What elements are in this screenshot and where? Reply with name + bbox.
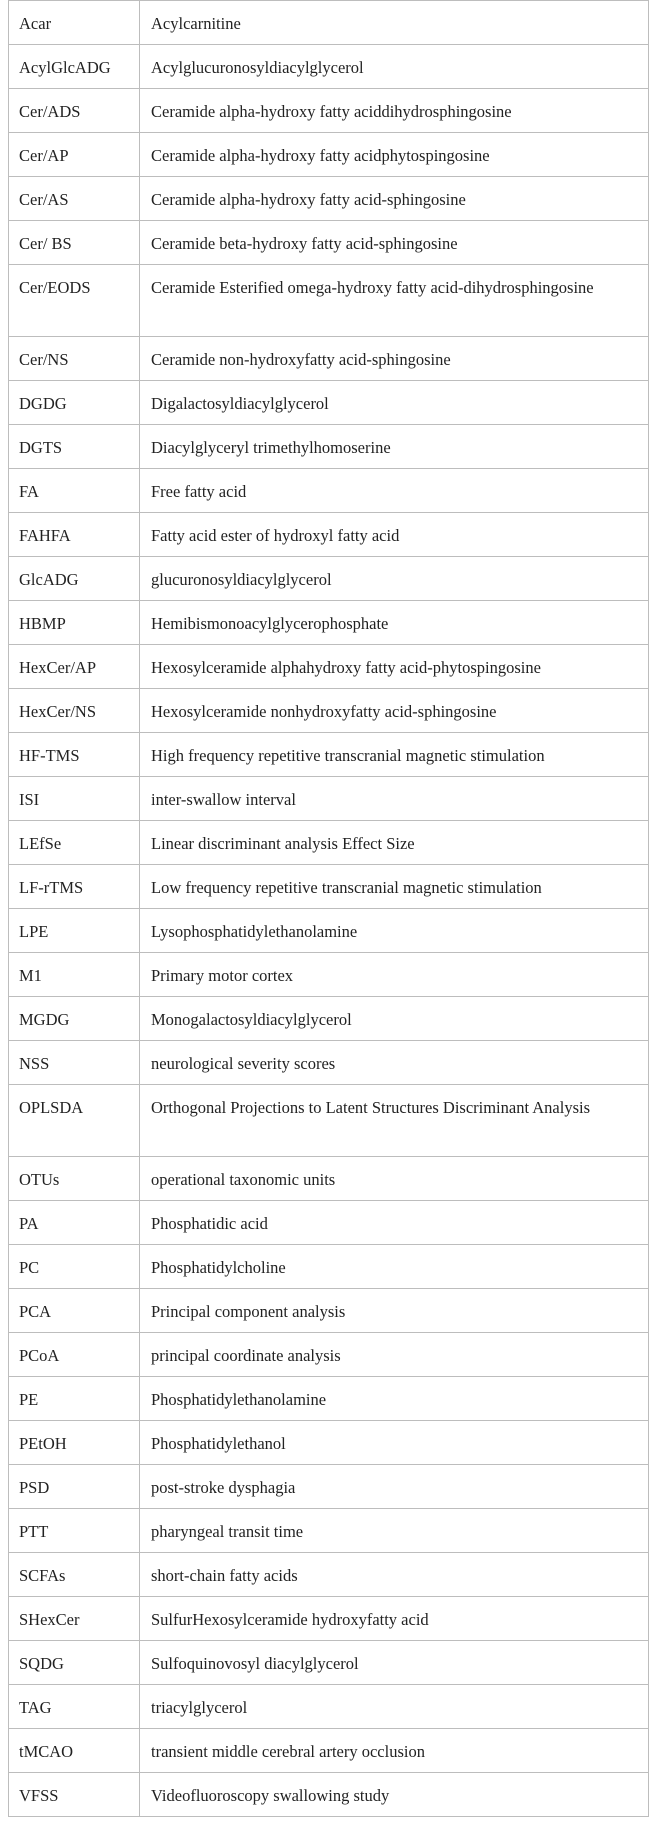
definition-cell [140,1641,649,1685]
definition-text: Digalactosyldiacylglycerol [151,394,329,413]
abbreviation-cell [9,557,140,601]
abbreviation-text: DGDG [19,394,67,413]
abbreviation-cell [9,177,140,221]
definition-text: Primary motor cortex [151,966,294,985]
abbreviation-text: Acar [19,14,52,33]
abbreviation-cell [9,1553,140,1597]
definition-cell [140,1,649,45]
abbreviation-cell [9,1377,140,1421]
abbreviation-text: PSD [19,1478,50,1497]
definition-cell [140,909,649,953]
abbreviation-cell [9,425,140,469]
definition-text: principal coordinate analysis [151,1346,341,1365]
table-row [9,1641,649,1685]
table-row [9,953,649,997]
definition-text: Ceramide non-hydroxyfatty acid-sphingosine [151,350,451,369]
abbreviation-cell [9,733,140,777]
abbreviation-text: Cer/AS [19,190,69,209]
abbreviation-cell [9,865,140,909]
definition-cell [140,1421,649,1465]
table-row [9,425,649,469]
abbreviation-cell [9,1157,140,1201]
abbreviation-cell [9,909,140,953]
abbreviation-cell [9,1685,140,1729]
definition-cell [140,425,649,469]
abbreviation-cell [9,133,140,177]
abbreviation-cell [9,1773,140,1817]
definition-cell [140,1245,649,1289]
definition-text: Phosphatidic acid [151,1214,268,1233]
definition-cell [140,821,649,865]
definition-text: Ceramide beta-hydroxy fatty acid-sphingosine [151,234,458,253]
definition-cell [140,997,649,1041]
definition-text: Principal component analysis [151,1302,346,1321]
definition-text: Linear discriminant analysis Effect Size [151,834,415,853]
abbreviation-text: Cer/EODS [19,278,91,297]
abbreviation-text: FA [19,482,39,501]
definition-cell [140,733,649,777]
definition-text: Free fatty acid [151,482,247,501]
definition-cell [140,601,649,645]
definition-text: Orthogonal Projections to Latent Structures Discriminant Analysis [151,1098,591,1117]
abbreviation-cell [9,1729,140,1773]
definition-text: Ceramide alpha-hydroxy fatty acid-sphingosine [151,190,466,209]
abbreviation-cell [9,1085,140,1157]
table-row [9,1,649,45]
table-row [9,1465,649,1509]
table-row [9,1553,649,1597]
abbreviation-text: NSS [19,1054,50,1073]
definition-text: Phosphatidylethanolamine [151,1390,327,1409]
abbreviation-text: HexCer/AP [19,658,96,677]
abbreviation-text: tMCAO [19,1742,74,1761]
definition-cell [140,381,649,425]
table-row [9,777,649,821]
definition-text: SulfurHexosylceramide hydroxyfatty acid [151,1610,429,1629]
abbreviation-cell [9,1421,140,1465]
table-row [9,1597,649,1641]
definition-cell [140,557,649,601]
abbreviation-text: FAHFA [19,526,71,545]
definition-cell [140,1773,649,1817]
definition-text: inter-swallow interval [151,790,296,809]
abbreviation-text: Cer/ADS [19,102,81,121]
table-row [9,1773,649,1817]
definition-text: neurological severity scores [151,1054,336,1073]
table-row [9,733,649,777]
abbreviation-cell [9,1641,140,1685]
definition-cell [140,645,649,689]
table-row [9,469,649,513]
abbreviations-table-body [9,1,649,1817]
table-row [9,1377,649,1421]
table-row [9,1685,649,1729]
definition-cell [140,1465,649,1509]
definition-text: Phosphatidylcholine [151,1258,286,1277]
abbreviation-cell [9,821,140,865]
abbreviation-cell [9,1465,140,1509]
table-row [9,1289,649,1333]
definition-text: Ceramide Esterified omega-hydroxy fatty acid-dihydrosphingosine [151,278,594,297]
abbreviation-cell [9,513,140,557]
definition-cell [140,177,649,221]
abbreviation-cell [9,1333,140,1377]
definition-text: Monogalactosyldiacylglycerol [151,1010,352,1029]
abbreviation-cell [9,1245,140,1289]
definition-text: Acylcarnitine [151,14,241,33]
definition-text: short-chain fatty acids [151,1566,298,1585]
abbreviation-cell [9,1597,140,1641]
table-row [9,221,649,265]
abbreviation-cell [9,469,140,513]
definition-cell [140,689,649,733]
definition-cell [140,953,649,997]
definition-text: Hemibismonoacylglycerophosphate [151,614,389,633]
abbreviation-text: HF-TMS [19,746,80,765]
table-row [9,821,649,865]
abbreviation-cell [9,337,140,381]
abbreviation-text: PTT [19,1522,49,1541]
definition-cell [140,777,649,821]
definition-text: operational taxonomic units [151,1170,336,1189]
definition-text: transient middle cerebral artery occlusion [151,1742,425,1761]
table-row [9,601,649,645]
table-row [9,689,649,733]
definition-text: Phosphatidylethanol [151,1434,286,1453]
definition-cell [140,1729,649,1773]
abbreviation-cell [9,1201,140,1245]
abbreviation-text: HBMP [19,614,66,633]
definition-text: High frequency repetitive transcranial magnetic stimulation [151,746,545,765]
abbreviation-text: PC [19,1258,40,1277]
table-row [9,1085,649,1157]
definition-text: Sulfoquinovosyl diacylglycerol [151,1654,359,1673]
table-row [9,177,649,221]
table-row [9,645,649,689]
abbreviation-text: LPE [19,922,49,941]
abbreviation-text: Cer/AP [19,146,69,165]
definition-cell [140,1085,649,1157]
table-row [9,1201,649,1245]
definition-cell [140,1157,649,1201]
table-row [9,265,649,337]
abbreviation-text: PCA [19,1302,52,1321]
definition-text: Videofluoroscopy swallowing study [151,1786,390,1805]
abbreviation-text: M1 [19,966,42,985]
definition-cell [140,513,649,557]
abbreviation-text: PA [19,1214,39,1233]
table-row [9,1333,649,1377]
table-row [9,381,649,425]
abbreviation-text: SQDG [19,1654,64,1673]
definition-cell [140,1509,649,1553]
definition-cell [140,1041,649,1085]
table-row [9,865,649,909]
definition-cell [140,89,649,133]
definition-text: Fatty acid ester of hydroxyl fatty acid [151,526,400,545]
abbreviation-text: SCFAs [19,1566,66,1585]
table-row [9,1729,649,1773]
abbreviation-text: TAG [19,1698,52,1717]
abbreviation-cell [9,1041,140,1085]
abbreviation-text: Cer/ BS [19,234,72,253]
definition-cell [140,1333,649,1377]
table-row [9,1041,649,1085]
abbreviation-cell [9,953,140,997]
abbreviation-cell [9,689,140,733]
definition-text: Lysophosphatidylethanolamine [151,922,358,941]
definition-cell [140,1685,649,1729]
table-row [9,1157,649,1201]
definition-text: Ceramide alpha-hydroxy fatty acidphytospingosine [151,146,490,165]
abbreviation-cell [9,221,140,265]
table-row [9,997,649,1041]
abbreviation-cell [9,89,140,133]
abbreviation-text: OPLSDA [19,1098,84,1117]
abbreviations-table [8,0,649,1817]
abbreviation-text: SHexCer [19,1610,80,1629]
definition-cell [140,1597,649,1641]
definition-cell [140,45,649,89]
definition-cell [140,1377,649,1421]
definition-text: triacylglycerol [151,1698,248,1717]
abbreviation-cell [9,265,140,337]
abbreviation-text: DGTS [19,438,63,457]
abbreviation-text: OTUs [19,1170,60,1189]
abbreviation-cell [9,1509,140,1553]
definition-cell [140,133,649,177]
definition-text: Low frequency repetitive transcranial magnetic stimulation [151,878,542,897]
abbreviation-cell [9,777,140,821]
abbreviation-text: GlcADG [19,570,79,589]
abbreviation-text: ISI [19,790,40,809]
definition-text: post-stroke dysphagia [151,1478,296,1497]
definition-text: Acylglucuronosyldiacylglycerol [151,58,364,77]
table-row [9,1509,649,1553]
abbreviation-cell [9,381,140,425]
table-row [9,909,649,953]
abbreviation-cell [9,645,140,689]
definition-text: pharyngeal transit time [151,1522,304,1541]
abbreviation-text: PEtOH [19,1434,67,1453]
abbreviation-text: AcylGlcADG [19,58,111,77]
abbreviation-text: Cer/NS [19,350,69,369]
abbreviation-cell [9,1289,140,1333]
table-row [9,337,649,381]
definition-cell [140,337,649,381]
definition-cell [140,469,649,513]
abbreviation-text: HexCer/NS [19,702,96,721]
abbreviation-cell [9,997,140,1041]
abbreviation-text: LEfSe [19,834,62,853]
table-row [9,133,649,177]
abbreviation-cell [9,1,140,45]
table-row [9,1245,649,1289]
definition-text: Hexosylceramide alphahydroxy fatty acid-phytospingosine [151,658,541,677]
abbreviation-text: PE [19,1390,39,1409]
definition-cell [140,1201,649,1245]
table-row [9,45,649,89]
abbreviation-text: VFSS [19,1786,59,1805]
abbreviation-text: MGDG [19,1010,70,1029]
definition-cell [140,221,649,265]
abbreviation-text: LF-rTMS [19,878,84,897]
definition-text: Hexosylceramide nonhydroxyfatty acid-sphingosine [151,702,497,721]
table-row [9,1421,649,1465]
definition-text: Diacylglyceryl trimethylhomoserine [151,438,391,457]
definition-cell [140,265,649,337]
definition-text: glucuronosyldiacylglycerol [151,570,332,589]
table-row [9,89,649,133]
definition-cell [140,865,649,909]
abbreviation-cell [9,45,140,89]
table-row [9,513,649,557]
definition-cell [140,1553,649,1597]
table-row [9,557,649,601]
abbreviation-text: PCoA [19,1346,60,1365]
definition-cell [140,1289,649,1333]
definition-text: Ceramide alpha-hydroxy fatty aciddihydrosphingosine [151,102,512,121]
abbreviation-cell [9,601,140,645]
